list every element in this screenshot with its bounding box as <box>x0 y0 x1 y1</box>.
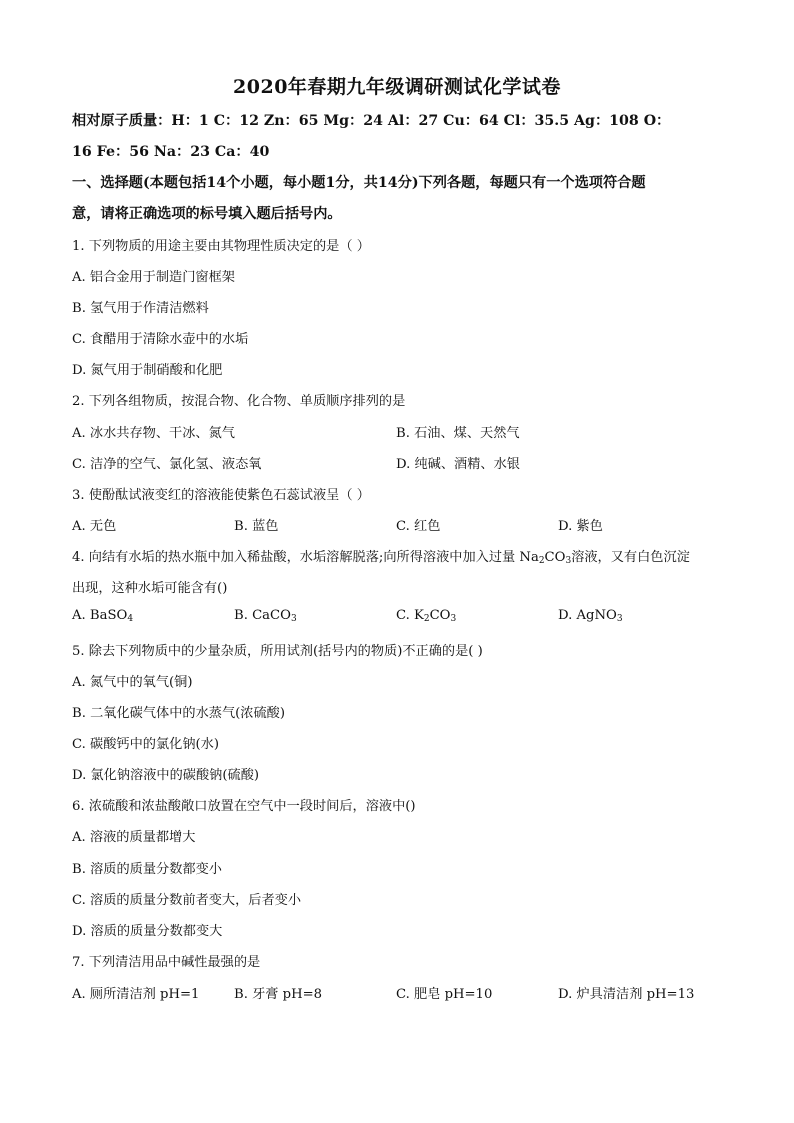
q3-option-b: B. 蓝色 <box>234 519 279 534</box>
q4-stem-text-end: 溶液，又有白色沉淀 <box>571 550 690 565</box>
q4-stem-line-2: 出现，这种水垢可能含有() <box>72 581 228 596</box>
q4-stem-subscript: 2 <box>538 556 545 566</box>
q6-option-c: C. 溶质的质量分数前者变大，后者变小 <box>72 893 302 908</box>
q7-option-b: B. 牙膏 pH=8 <box>234 987 323 1002</box>
q4-option-c: C. $K_2CO_3$ <box>396 608 457 624</box>
q3-option-d: D. 紫色 <box>558 519 603 534</box>
q2-option-a: A. 冰水共存物、干冰、氮气 <box>72 426 235 441</box>
q2-option-c: C. 洁净的空气、氯化氢、液态氧 <box>72 457 262 472</box>
atomic-mass-line-1: 相对原子质量：H：1 C：12 Zn：65 Mg：24 Al：27 Cu：64 Cl：35.5 Ag：108 O： <box>72 113 671 129</box>
q2-stem: 2. 下列各组物质，按混合物、化合物、单质顺序排列的是 <box>72 394 406 409</box>
q3-option-a: A. 无色 <box>72 519 117 534</box>
q4-option-d: D. AgNO$_3$ <box>558 608 623 624</box>
q7-option-d: D. 炉具清洁剂 pH=13 <box>558 987 695 1002</box>
q5-option-c: C. 碳酸钙中的氯化钠(水) <box>72 737 219 752</box>
q6-option-a: A. 溶液的质量都增大 <box>72 830 196 845</box>
atomic-mass-line-2: 16 Fe：56 Na：23 Ca：40 <box>72 144 270 160</box>
q6-option-d: D. 溶质的质量分数都变大 <box>72 924 223 939</box>
q7-option-c: C. 肥皂 pH=10 <box>396 987 493 1002</box>
q1-option-d: D. 氮气用于制硝酸和化肥 <box>72 363 223 378</box>
q6-stem: 6. 浓硫酸和浓盐酸敞口放置在空气中一段时间后，溶液中() <box>72 799 416 814</box>
q4-stem <box>72 546 690 566</box>
section-heading-line-1: 一、选择题(本题包括14个小题，每小题1分，共14分)下列各题，每题只有一个选项符合题 <box>72 175 646 191</box>
q5-stem: 5. 除去下列物质中的少量杂质，所用试剂(括号内的物质)不正确的是( ) <box>72 644 483 659</box>
q3-stem: 3. 使酚酞试液变红的溶液能使紫色石蕊试液呈（ ） <box>72 488 370 503</box>
q4-stem-subscript: 3 <box>565 556 572 566</box>
q1-option-b: B. 氢气用于作清洁燃料 <box>72 301 209 316</box>
section-heading-line-2: 意，请将正确选项的标号填入题后括号内。 <box>72 206 342 222</box>
q5-option-d: D. 氯化钠溶液中的碳酸钠(硫酸) <box>72 768 260 783</box>
q1-option-c: C. 食醋用于清除水壶中的水垢 <box>72 332 249 347</box>
q2-option-d: D. 纯碱、酒精、水银 <box>396 457 520 472</box>
q5-option-a: A. 氮气中的氧气(铜) <box>72 675 193 690</box>
q4-option-b: B. CaCO$_3$ <box>234 608 297 624</box>
q7-option-a: A. 厕所清洁剂 pH=1 <box>72 987 200 1002</box>
q5-option-b: B. 二氧化碳气体中的水蒸气(浓硫酸) <box>72 706 285 721</box>
q1-stem: 1. 下列物质的用途主要由其物理性质决定的是（ ） <box>72 239 370 254</box>
exam-title: 2020年春期九年级调研测试化学试卷 <box>233 76 561 98</box>
q1-option-a: A. 铝合金用于制造门窗框架 <box>72 270 235 285</box>
q3-option-c: C. 红色 <box>396 519 441 534</box>
q4-stem-text: 4. 向结有水垢的热水瓶中加入稀盐酸，水垢溶解脱落;向所得溶液中加入过量 Na <box>72 550 539 565</box>
q4-option-a: A. BaSO$_4$ <box>72 608 134 624</box>
q4-stem-formula: CO <box>544 550 566 565</box>
q6-option-b: B. 溶质的质量分数都变小 <box>72 862 222 877</box>
q2-option-b: B. 石油、煤、天然气 <box>396 426 520 441</box>
q7-stem: 7. 下列清洁用品中碱性最强的是 <box>72 955 261 970</box>
